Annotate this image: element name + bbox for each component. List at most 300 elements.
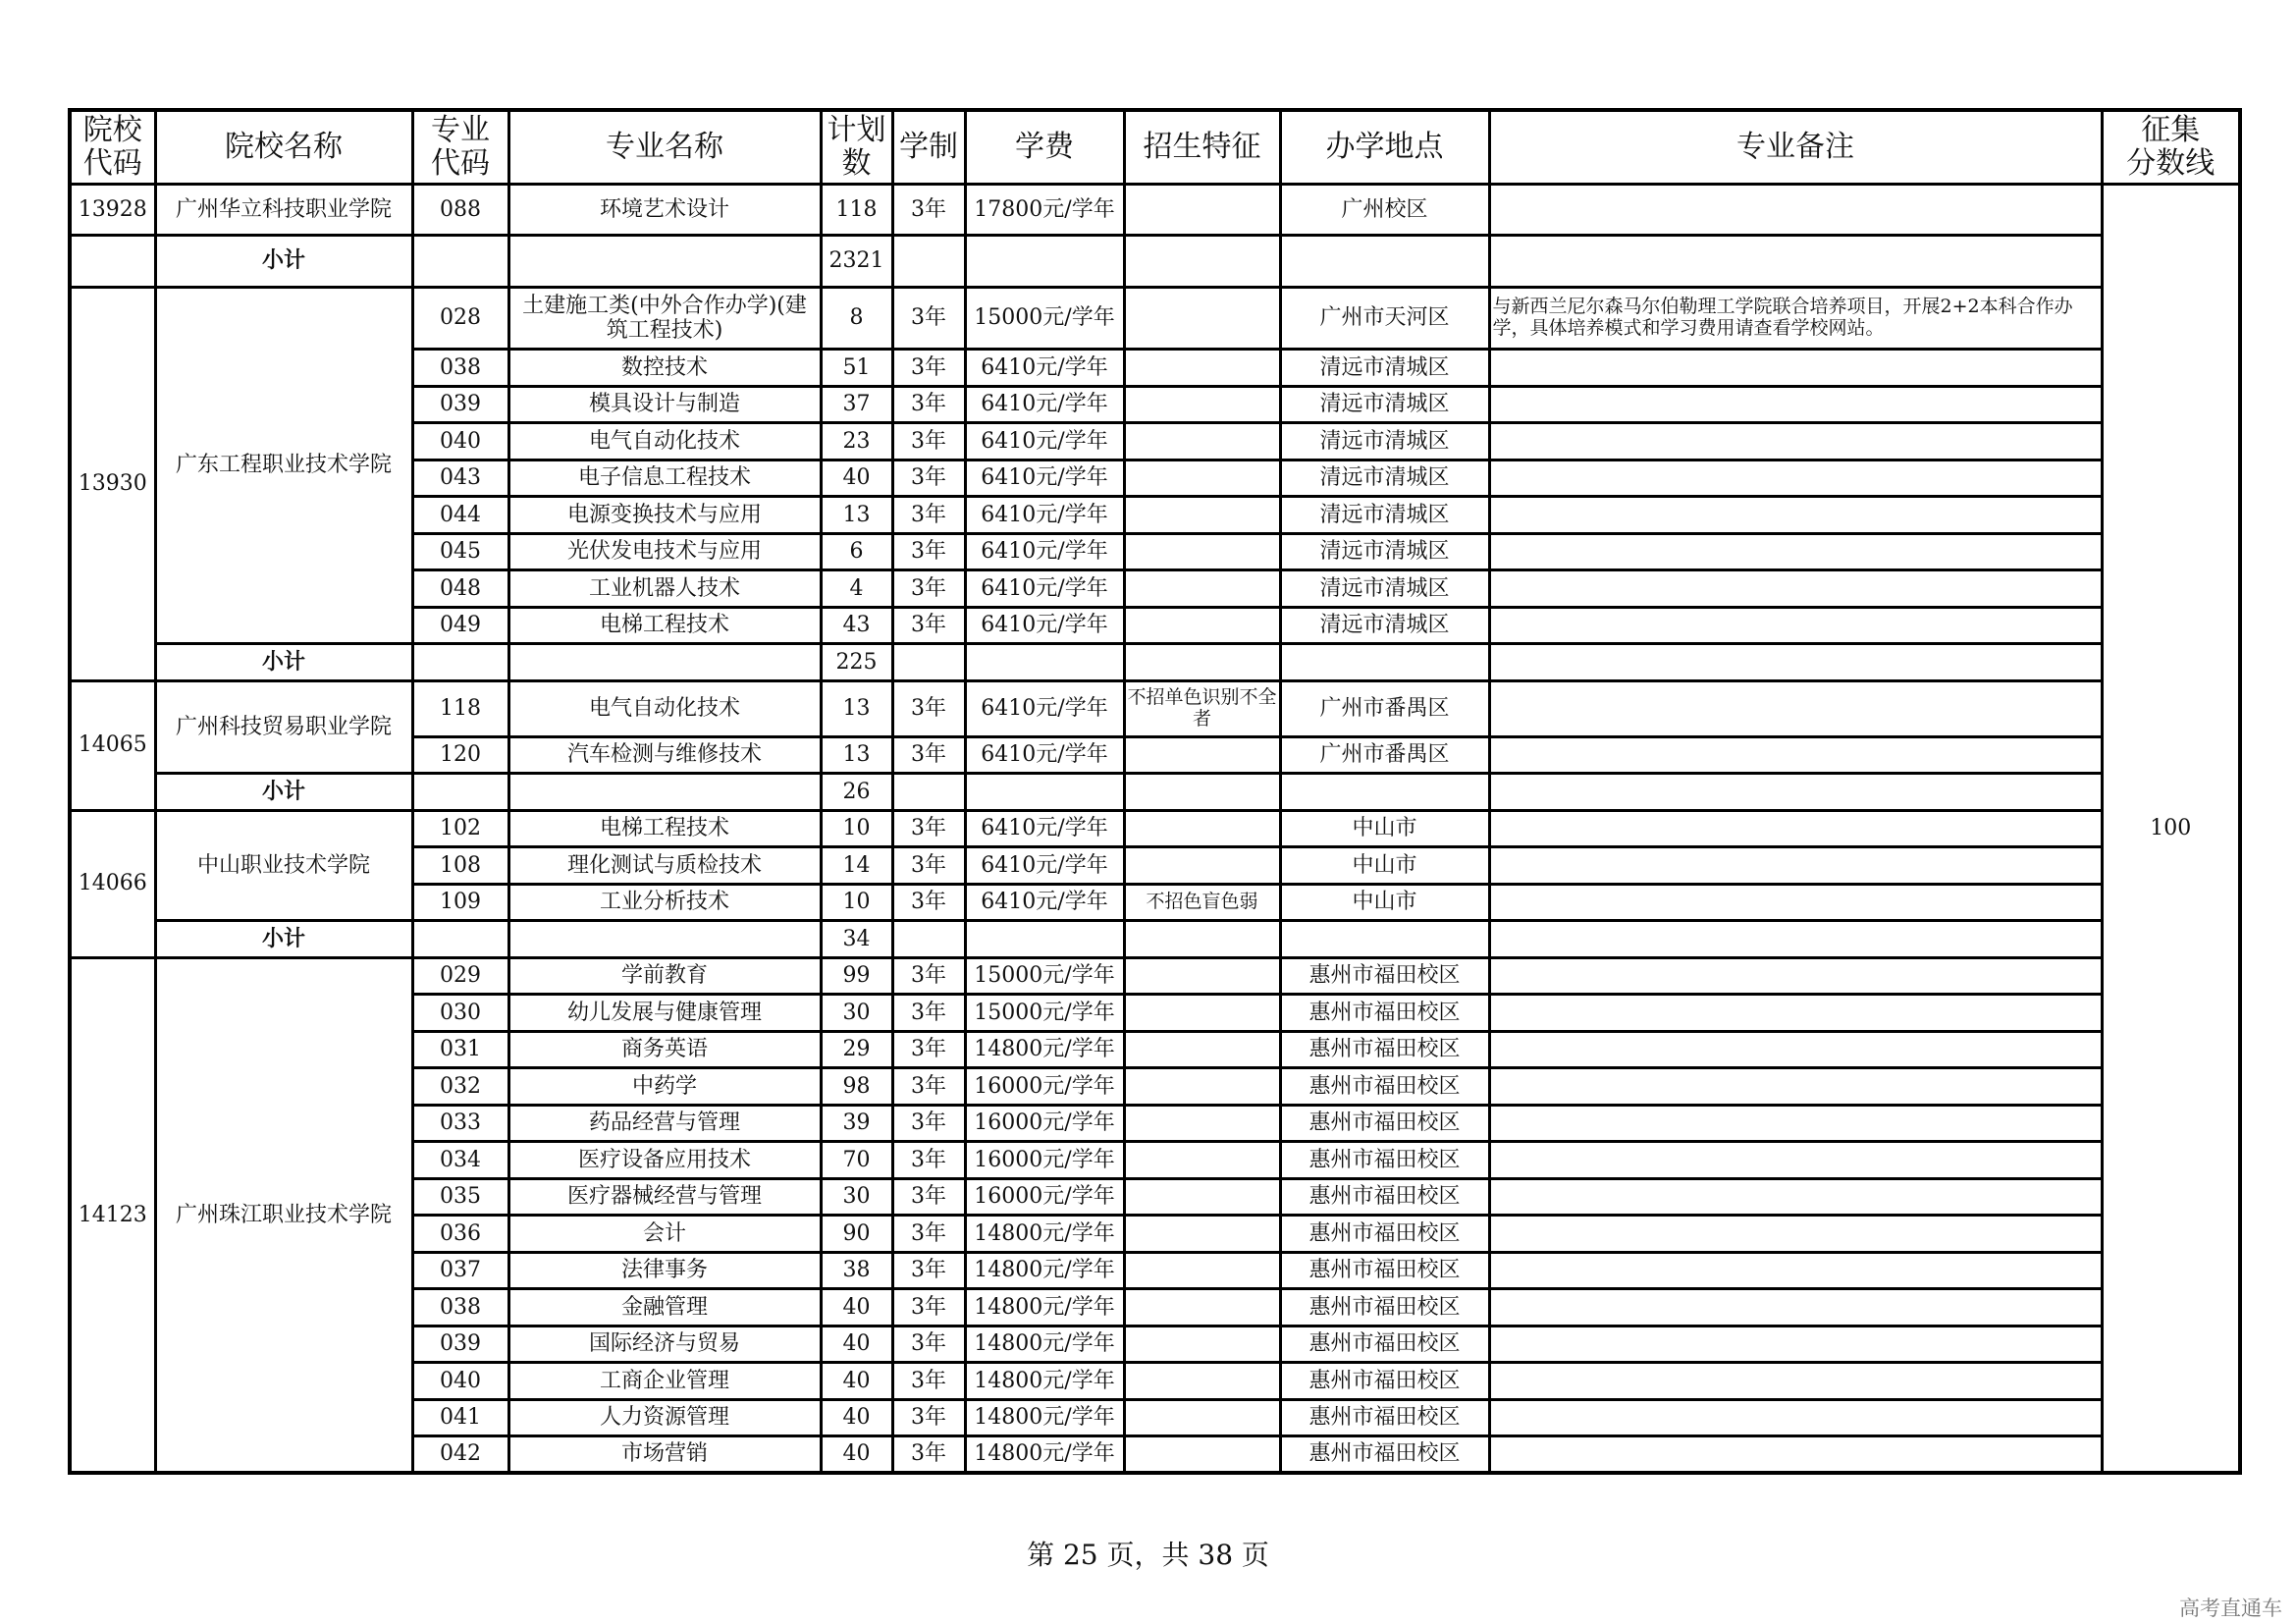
table-row: [70, 288, 2240, 350]
major-name: 电梯工程技术: [508, 810, 821, 847]
major-note: [1489, 607, 2102, 644]
subtotal-row: [70, 236, 2240, 288]
campus: 清远市清城区: [1280, 350, 1489, 387]
major-note: [1489, 847, 2102, 885]
plan-count: 40: [821, 1289, 892, 1326]
campus: 清远市清城区: [1280, 570, 1489, 608]
empty-cell: [412, 774, 508, 811]
tuition: 6410元/学年: [965, 423, 1124, 460]
major-note: [1489, 1363, 2102, 1400]
campus: 清远市清城区: [1280, 460, 1489, 497]
enroll-feature: [1124, 288, 1280, 350]
major-code: 049: [412, 607, 508, 644]
table-row: [70, 680, 2240, 736]
enroll-feature: [1124, 810, 1280, 847]
tuition: 6410元/学年: [965, 884, 1124, 921]
duration: 3年: [892, 736, 965, 774]
major-code: 037: [412, 1252, 508, 1289]
major-note: [1489, 497, 2102, 534]
empty-cell: [1124, 236, 1280, 288]
enroll-feature: 不招单色识别不全者: [1124, 680, 1280, 736]
tuition: 15000元/学年: [965, 957, 1124, 995]
header-campus: 办学地点: [1280, 110, 1489, 185]
empty-cell: [508, 236, 821, 288]
empty-cell: [892, 921, 965, 958]
plan-count: 37: [821, 386, 892, 423]
tuition: 14800元/学年: [965, 1252, 1124, 1289]
tuition: 16000元/学年: [965, 1178, 1124, 1216]
plan-count: 10: [821, 884, 892, 921]
duration: 3年: [892, 884, 965, 921]
major-name: 金融管理: [508, 1289, 821, 1326]
enroll-feature: [1124, 847, 1280, 885]
duration: 3年: [892, 288, 965, 350]
school-name: 中山职业技术学院: [155, 810, 412, 921]
major-code: 118: [412, 680, 508, 736]
tuition: 14800元/学年: [965, 1326, 1124, 1363]
major-note: [1489, 1068, 2102, 1106]
tuition: 14800元/学年: [965, 1031, 1124, 1068]
major-code: 031: [412, 1031, 508, 1068]
campus: 惠州市福田校区: [1280, 957, 1489, 995]
empty-cell: [965, 774, 1124, 811]
tuition: 14800元/学年: [965, 1363, 1124, 1400]
major-name: 学前教育: [508, 957, 821, 995]
enroll-feature: [1124, 533, 1280, 570]
campus: 惠州市福田校区: [1280, 1216, 1489, 1253]
major-name: 药品经营与管理: [508, 1105, 821, 1142]
plan-count: 40: [821, 1399, 892, 1436]
enroll-feature: [1124, 350, 1280, 387]
empty-cell: [965, 644, 1124, 681]
duration: 3年: [892, 1068, 965, 1106]
major-code: 108: [412, 847, 508, 885]
enroll-feature: [1124, 607, 1280, 644]
empty-cell: [1280, 644, 1489, 681]
major-note: [1489, 995, 2102, 1032]
header-major-code: 专业 代码: [412, 110, 508, 185]
major-name: 医疗设备应用技术: [508, 1142, 821, 1179]
table-row: [70, 957, 2240, 995]
header-school-code: 院校 代码: [70, 110, 155, 185]
subtotal-label: 小计: [155, 644, 412, 681]
duration: 3年: [892, 1178, 965, 1216]
enroll-feature: [1124, 1178, 1280, 1216]
major-note: [1489, 1326, 2102, 1363]
major-name: 电子信息工程技术: [508, 460, 821, 497]
school-name: 广州珠江职业技术学院: [155, 957, 412, 1473]
empty-cell: [1124, 921, 1280, 958]
duration: 3年: [892, 497, 965, 534]
empty-cell: [1489, 774, 2102, 811]
enroll-feature: [1124, 1436, 1280, 1474]
major-note: [1489, 1105, 2102, 1142]
school-name: 广州科技贸易职业学院: [155, 680, 412, 774]
campus: 惠州市福田校区: [1280, 1142, 1489, 1179]
major-name: 工业机器人技术: [508, 570, 821, 608]
major-name: 中药学: [508, 1068, 821, 1106]
major-note: [1489, 423, 2102, 460]
major-name: 电源变换技术与应用: [508, 497, 821, 534]
major-note: [1489, 1399, 2102, 1436]
subtotal-value: 26: [821, 774, 892, 811]
campus: 惠州市福田校区: [1280, 1399, 1489, 1436]
school-code: 14066: [70, 810, 155, 957]
empty-cell: [1280, 236, 1489, 288]
major-name: 幼儿发展与健康管理: [508, 995, 821, 1032]
empty-cell: [412, 644, 508, 681]
campus: 清远市清城区: [1280, 533, 1489, 570]
subtotal-value: 2321: [821, 236, 892, 288]
empty-cell: [1489, 921, 2102, 958]
subtotal-label: 小计: [155, 774, 412, 811]
enroll-feature: [1124, 957, 1280, 995]
major-code: 120: [412, 736, 508, 774]
campus: 中山市: [1280, 810, 1489, 847]
major-code: 041: [412, 1399, 508, 1436]
duration: 3年: [892, 957, 965, 995]
table-row: [70, 810, 2240, 847]
enroll-feature: [1124, 1289, 1280, 1326]
school-code: 13928: [70, 185, 155, 236]
major-name: 医疗器械经营与管理: [508, 1178, 821, 1216]
tuition: 6410元/学年: [965, 460, 1124, 497]
major-name: 汽车检测与维修技术: [508, 736, 821, 774]
major-name: 理化测试与质检技术: [508, 847, 821, 885]
enroll-feature: [1124, 386, 1280, 423]
enroll-feature: [1124, 460, 1280, 497]
major-code: 034: [412, 1142, 508, 1179]
major-code: 109: [412, 884, 508, 921]
tuition: 6410元/学年: [965, 386, 1124, 423]
plan-count: 98: [821, 1068, 892, 1106]
campus: 清远市清城区: [1280, 497, 1489, 534]
major-code: 040: [412, 423, 508, 460]
duration: 3年: [892, 607, 965, 644]
major-code: 038: [412, 350, 508, 387]
plan-count: 29: [821, 1031, 892, 1068]
major-note: [1489, 884, 2102, 921]
major-name: 市场营销: [508, 1436, 821, 1474]
duration: 3年: [892, 995, 965, 1032]
plan-count: 23: [821, 423, 892, 460]
header-plan-count: 计划 数: [821, 110, 892, 185]
header-major-note: 专业备注: [1489, 110, 2102, 185]
subtotal-row: [70, 774, 2240, 811]
duration: 3年: [892, 1216, 965, 1253]
plan-count: 13: [821, 497, 892, 534]
empty-cell: [1280, 774, 1489, 811]
header-enroll-feature: 招生特征: [1124, 110, 1280, 185]
plan-count: 13: [821, 736, 892, 774]
tuition: 6410元/学年: [965, 847, 1124, 885]
plan-count: 13: [821, 680, 892, 736]
major-code: 029: [412, 957, 508, 995]
major-code: 044: [412, 497, 508, 534]
school-name: 广州华立科技职业学院: [155, 185, 412, 236]
enroll-feature: [1124, 1399, 1280, 1436]
major-name: 光伏发电技术与应用: [508, 533, 821, 570]
major-code: 042: [412, 1436, 508, 1474]
plan-count: 8: [821, 288, 892, 350]
campus: 惠州市福田校区: [1280, 1436, 1489, 1474]
major-code: 033: [412, 1105, 508, 1142]
enroll-feature: [1124, 570, 1280, 608]
enroll-feature: [1124, 1068, 1280, 1106]
duration: 3年: [892, 1252, 965, 1289]
header-duration: 学制: [892, 110, 965, 185]
duration: 3年: [892, 1436, 965, 1474]
header-cutoff-score: 征集 分数线: [2102, 110, 2240, 185]
school-code: 14065: [70, 680, 155, 810]
campus: 广州校区: [1280, 185, 1489, 236]
major-name: 数控技术: [508, 350, 821, 387]
empty-cell: [508, 644, 821, 681]
major-note: [1489, 1436, 2102, 1474]
table-row: [70, 185, 2240, 236]
enroll-feature: [1124, 1363, 1280, 1400]
subtotal-value: 34: [821, 921, 892, 958]
enroll-feature: [1124, 1216, 1280, 1253]
enroll-feature: [1124, 1105, 1280, 1142]
major-note: [1489, 460, 2102, 497]
major-name: 电气自动化技术: [508, 423, 821, 460]
duration: 3年: [892, 847, 965, 885]
empty-cell: [508, 921, 821, 958]
major-name: 电气自动化技术: [508, 680, 821, 736]
tuition: 14800元/学年: [965, 1399, 1124, 1436]
empty-cell: [892, 774, 965, 811]
duration: 3年: [892, 1289, 965, 1326]
major-code: 028: [412, 288, 508, 350]
major-note: [1489, 1289, 2102, 1326]
duration: 3年: [892, 570, 965, 608]
enroll-feature: [1124, 1142, 1280, 1179]
enroll-feature: [1124, 995, 1280, 1032]
duration: 3年: [892, 533, 965, 570]
campus: 中山市: [1280, 847, 1489, 885]
plan-count: 30: [821, 1178, 892, 1216]
campus: 广州市番禺区: [1280, 680, 1489, 736]
empty-cell: [892, 236, 965, 288]
tuition: 14800元/学年: [965, 1289, 1124, 1326]
major-code: 040: [412, 1363, 508, 1400]
major-note: [1489, 533, 2102, 570]
duration: 3年: [892, 1105, 965, 1142]
campus: 惠州市福田校区: [1280, 1289, 1489, 1326]
major-code: 088: [412, 185, 508, 236]
enroll-feature: [1124, 497, 1280, 534]
campus: 惠州市福田校区: [1280, 1326, 1489, 1363]
tuition: 16000元/学年: [965, 1068, 1124, 1106]
empty-cell: [965, 236, 1124, 288]
cutoff-score: 100: [2102, 185, 2240, 1474]
major-name: 商务英语: [508, 1031, 821, 1068]
school-code: 13930: [70, 288, 155, 681]
major-note: [1489, 810, 2102, 847]
school-code-empty: [70, 236, 155, 288]
enroll-feature: [1124, 185, 1280, 236]
major-code: 032: [412, 1068, 508, 1106]
major-note: [1489, 350, 2102, 387]
campus: 惠州市福田校区: [1280, 1363, 1489, 1400]
plan-count: 118: [821, 185, 892, 236]
duration: 3年: [892, 1399, 965, 1436]
major-code: 102: [412, 810, 508, 847]
campus: 惠州市福田校区: [1280, 1068, 1489, 1106]
tuition: 6410元/学年: [965, 533, 1124, 570]
admission-plan-table: [68, 108, 2242, 1475]
table-header-row: [70, 110, 2240, 185]
tuition: 6410元/学年: [965, 497, 1124, 534]
enroll-feature: [1124, 1031, 1280, 1068]
watermark: 高考直通车: [2179, 1597, 2282, 1620]
major-note: 与新西兰尼尔森马尔伯勒理工学院联合培养项目，开展2+2本科合作办学，具体培养模式和学习费用请查看学校网站。: [1489, 288, 2102, 350]
plan-count: 40: [821, 1326, 892, 1363]
major-name: 工商企业管理: [508, 1363, 821, 1400]
duration: 3年: [892, 386, 965, 423]
tuition: 17800元/学年: [965, 185, 1124, 236]
duration: 3年: [892, 680, 965, 736]
campus: 惠州市福田校区: [1280, 1031, 1489, 1068]
campus: 清远市清城区: [1280, 386, 1489, 423]
major-code: 038: [412, 1289, 508, 1326]
major-name: 会计: [508, 1216, 821, 1253]
tuition: 6410元/学年: [965, 570, 1124, 608]
plan-count: 40: [821, 460, 892, 497]
enroll-feature: [1124, 1326, 1280, 1363]
empty-cell: [1124, 774, 1280, 811]
major-note: [1489, 570, 2102, 608]
major-code: 039: [412, 1326, 508, 1363]
empty-cell: [892, 644, 965, 681]
campus: 清远市清城区: [1280, 607, 1489, 644]
duration: 3年: [892, 423, 965, 460]
header-major-name: 专业名称: [508, 110, 821, 185]
tuition: 6410元/学年: [965, 810, 1124, 847]
school-name: 广东工程职业技术学院: [155, 288, 412, 644]
plan-count: 51: [821, 350, 892, 387]
duration: 3年: [892, 1363, 965, 1400]
duration: 3年: [892, 1031, 965, 1068]
duration: 3年: [892, 350, 965, 387]
header-school-name: 院校名称: [155, 110, 412, 185]
plan-count: 70: [821, 1142, 892, 1179]
tuition: 14800元/学年: [965, 1216, 1124, 1253]
campus: 广州市天河区: [1280, 288, 1489, 350]
major-name: 国际经济与贸易: [508, 1326, 821, 1363]
major-name: 人力资源管理: [508, 1399, 821, 1436]
duration: 3年: [892, 810, 965, 847]
major-name: 电梯工程技术: [508, 607, 821, 644]
tuition: 16000元/学年: [965, 1142, 1124, 1179]
tuition: 6410元/学年: [965, 680, 1124, 736]
plan-count: 14: [821, 847, 892, 885]
header-tuition: 学费: [965, 110, 1124, 185]
enroll-feature: [1124, 736, 1280, 774]
campus: 惠州市福田校区: [1280, 1105, 1489, 1142]
plan-count: 90: [821, 1216, 892, 1253]
major-name: 环境艺术设计: [508, 185, 821, 236]
subtotal-row: [70, 644, 2240, 681]
subtotal-label: 小计: [155, 236, 412, 288]
major-note: [1489, 680, 2102, 736]
tuition: 15000元/学年: [965, 288, 1124, 350]
plan-count: 99: [821, 957, 892, 995]
empty-cell: [1280, 921, 1489, 958]
plan-count: 10: [821, 810, 892, 847]
campus: 广州市番禺区: [1280, 736, 1489, 774]
plan-count: 6: [821, 533, 892, 570]
major-code: 039: [412, 386, 508, 423]
tuition: 16000元/学年: [965, 1105, 1124, 1142]
major-note: [1489, 736, 2102, 774]
subtotal-row: [70, 921, 2240, 958]
empty-cell: [965, 921, 1124, 958]
page-number: 第 25 页，共 38 页: [1027, 1539, 1269, 1571]
subtotal-value: 225: [821, 644, 892, 681]
plan-count: 40: [821, 1363, 892, 1400]
enroll-feature: 不招色盲色弱: [1124, 884, 1280, 921]
plan-count: 38: [821, 1252, 892, 1289]
tuition: 6410元/学年: [965, 350, 1124, 387]
major-note: [1489, 1252, 2102, 1289]
school-code: 14123: [70, 957, 155, 1473]
campus: 清远市清城区: [1280, 423, 1489, 460]
major-code: 030: [412, 995, 508, 1032]
major-code: 048: [412, 570, 508, 608]
major-name: 土建施工类(中外合作办学)(建筑工程技术): [508, 288, 821, 350]
campus: 惠州市福田校区: [1280, 1252, 1489, 1289]
major-code: 045: [412, 533, 508, 570]
major-name: 模具设计与制造: [508, 386, 821, 423]
duration: 3年: [892, 1142, 965, 1179]
empty-cell: [1489, 236, 2102, 288]
empty-cell: [1124, 644, 1280, 681]
plan-count: 30: [821, 995, 892, 1032]
plan-count: 43: [821, 607, 892, 644]
major-note: [1489, 386, 2102, 423]
enroll-feature: [1124, 423, 1280, 460]
major-code: 036: [412, 1216, 508, 1253]
enroll-feature: [1124, 1252, 1280, 1289]
campus: 惠州市福田校区: [1280, 995, 1489, 1032]
major-name: 法律事务: [508, 1252, 821, 1289]
plan-count: 4: [821, 570, 892, 608]
empty-cell: [412, 236, 508, 288]
major-note: [1489, 1142, 2102, 1179]
major-code: 043: [412, 460, 508, 497]
subtotal-label: 小计: [155, 921, 412, 958]
empty-cell: [412, 921, 508, 958]
tuition: 6410元/学年: [965, 736, 1124, 774]
major-note: [1489, 957, 2102, 995]
duration: 3年: [892, 1326, 965, 1363]
duration: 3年: [892, 460, 965, 497]
major-note: [1489, 185, 2102, 236]
major-note: [1489, 1216, 2102, 1253]
empty-cell: [1489, 644, 2102, 681]
major-code: 035: [412, 1178, 508, 1216]
major-name: 工业分析技术: [508, 884, 821, 921]
tuition: 6410元/学年: [965, 607, 1124, 644]
plan-count: 39: [821, 1105, 892, 1142]
campus: 惠州市福田校区: [1280, 1178, 1489, 1216]
empty-cell: [508, 774, 821, 811]
campus: 中山市: [1280, 884, 1489, 921]
tuition: 14800元/学年: [965, 1436, 1124, 1474]
duration: 3年: [892, 185, 965, 236]
